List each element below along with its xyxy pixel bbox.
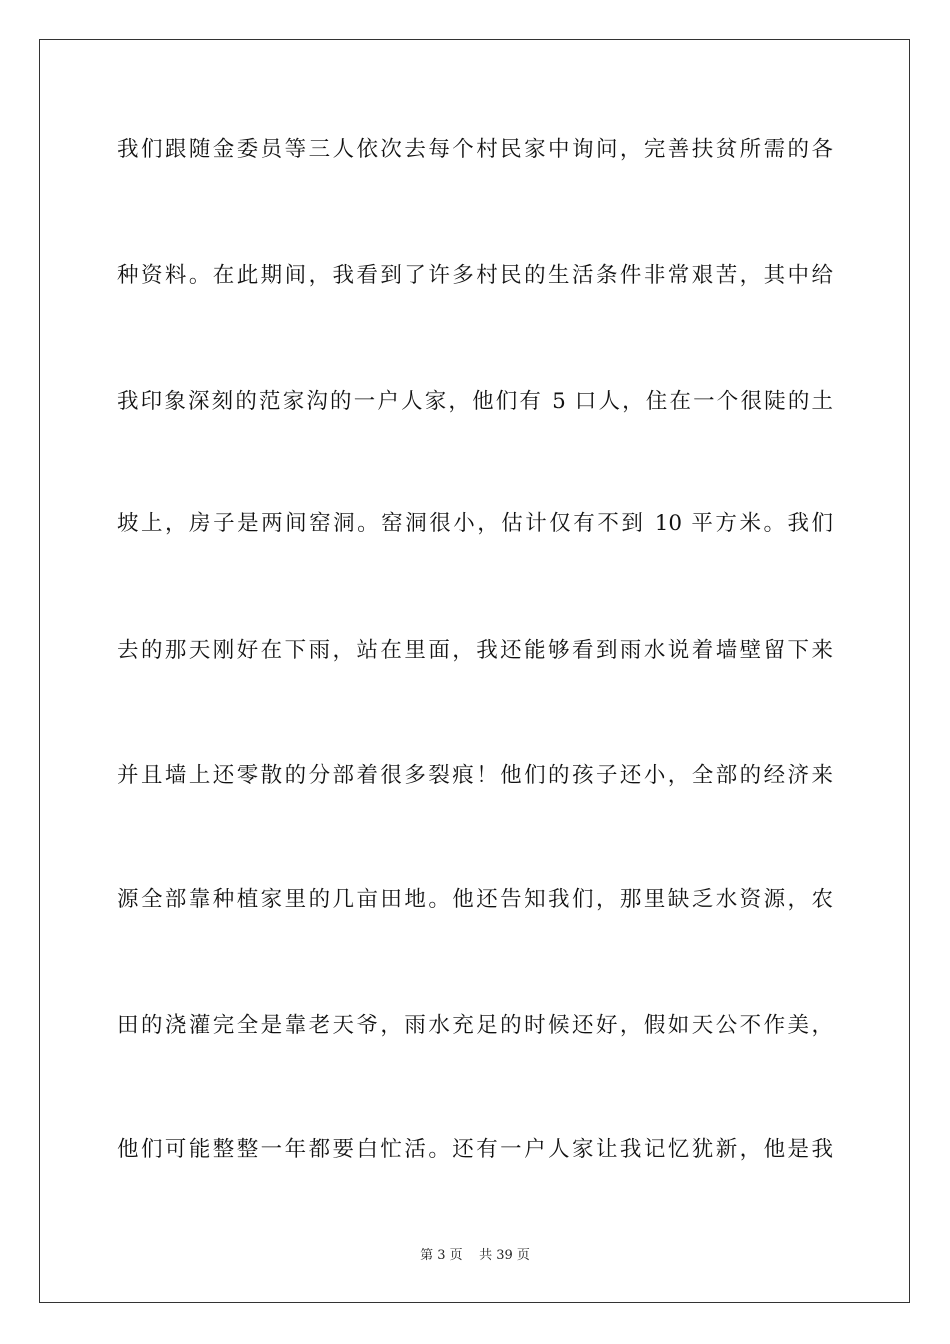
text-line: 源全部靠种植家里的几亩田地。他还告知我们，那里缺乏水资源，农 [117,887,833,912]
text-line: 他们可能整整一年都要白忙活。还有一户人家让我记忆犹新，他是我 [117,1137,833,1162]
text-line: 去的那天刚好在下雨，站在里面，我还能够看到雨水说着墙壁留下来 [117,638,833,663]
text-line: 我印象深刻的范家沟的一户人家，他们有 5 口人，住在一个很陡的土 [117,389,833,414]
text-line: 田的浇灌完全是靠老天爷，雨水充足的时候还好，假如天公不作美， [117,1013,833,1038]
text-line: 种资料。在此期间，我看到了许多村民的生活条件非常艰苦，其中给 [117,263,833,288]
text-line: 坡上，房子是两间窑洞。窑洞很小，估计仅有不到 10 平方米。我们 [117,511,833,536]
text-line: 并且墙上还零散的分部着很多裂痕！他们的孩子还小，全部的经济来 [117,763,833,788]
text-line: 我们跟随金委员等三人依次去每个村民家中询问，完善扶贫所需的各 [117,137,833,162]
page-border [39,39,910,1303]
page-number-footer: 第 3 页 共 39 页 [420,1248,530,1263]
